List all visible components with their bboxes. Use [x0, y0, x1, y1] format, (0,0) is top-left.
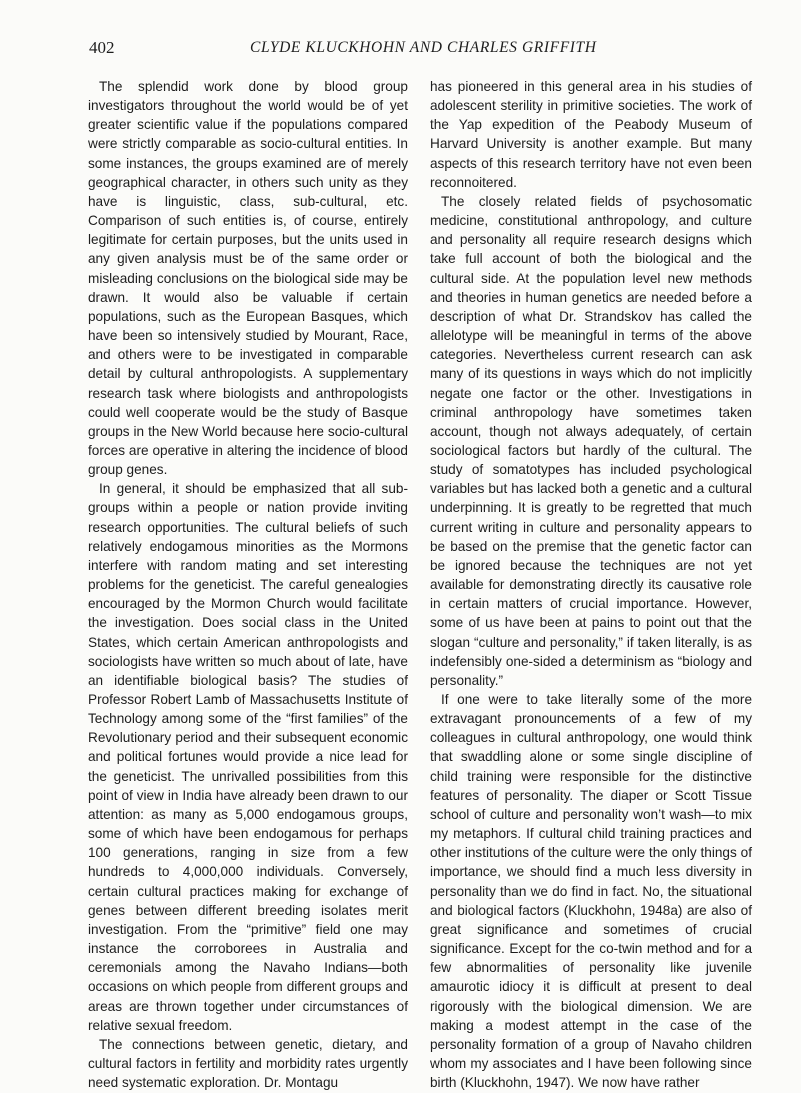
- paragraph: If one were to take literally some of the more extravagant pronouncements of a few of my colleagues in cultural anthropology, one would think that swaddling alone or some single discipline of child training were responsible for the distinctive features of personality. The diaper or Scott Tissue school of culture and personality won’t wash—to mix my metaphors. If cultural child training practices and other institutions of the culture were the only things of importance, we should find a much less diversity in personality than we do find in fact. No, the situational and biological factors (Kluckhohn, 1948a) are also of great significance and sometimes of crucial significance. Except for the co-twin method and for a few abnormalities of personality like juvenile amaurotic idiocy it is difficult at present to deal rigorously with the biological dimension. We are making a modest attempt in the case of the personality formation of a group of Navaho children whom my associates and I have been following since birth (Kluckhohn, 1947). We now have rather: [430, 692, 752, 1091]
- paragraph: The connections between genetic, dietary, and cultural factors in fertility and morbidity rates urgently need systematic exploration. Dr. Montagu: [88, 1036, 408, 1091]
- paragraph: In general, it should be emphasized that all sub-groups within a people or nation provide inviting research opportunities. The cultural beliefs of such relatively endogamous minorities as the Mormons interfere with random mating and set interesting problems for the geneticist. The careful genealogies encouraged by the Mormon Church would facilitate the investigation. Does social class in the United States, which certain American anthropologists and sociologists have written so much about of late, have an identifiable biological basis? The studies of Professor Robert Lamb of Massachusetts Institute of Technology among some of the “first families” of the Revolutionary period and their subsequent economic and political fortunes would provide a nice lead for the geneticist. The unrivalled possibilities from this point of view in India have already been drawn to our attention: as many as 5,000 endogamous groups, some of which have been endogamous for perhaps 100 generations, ranging in size from a few hundreds to 4,000,000 individuals. Conversely, certain cultural practices making for exchange of genes between different breeding isolates merit investigation. From the “primitive” field one may instance the corroborees in Australia and ceremonials among the Navaho Indians—both occasions on which people from different groups and areas are thrown together under circumstances of relative sexual freedom.: [88, 481, 408, 1033]
- page-number: 402: [89, 38, 115, 57]
- paragraph: The splendid work done by blood group investigators throughout the world would be of yet greater scientific value if the populations compared were strictly comparable as socio-cultural entities. In some instances, the groups examined are of merely geographical character, in others such unity as they have is linguistic, class, sub-cultural, etc. Comparison of such entities is, of course, entirely legitimate for certain purposes, but the units used in any given analysis must be of the same order or misleading conclusions on the biological side may be drawn. It would also be valuable if certain populations, such as the European Basques, which have been so intensively studied by Mourant, Race, and others were to be investigated in comparable detail by cultural anthropologists. A supplementary research task where biologists and anthropologists could well cooperate would be the study of Basque groups in the New World because here socio-cultural forces are operative in altering the incidence of blood group genes.: [88, 79, 408, 478]
- paragraph: The closely related fields of psychosomatic medicine, constitutional anthropology, and culture and personality all require research designs which take full account of both the biological and the cultural side. At the population level new methods and theories in human genetics are needed before a description of what Dr. Strandskov has called the allelotype will be meaningful in terms of the above categories. Nevertheless current research can ask many of its questions in ways which do not implicitly negate one factor or the other. Investigations in criminal anthropology have sometimes taken account, though not always adequately, of certain sociological factors but hardly of the cultural. The study of somatotypes has included psychological variables but has lacked both a genetic and a cultural underpinning. It is greatly to be regretted that much current writing in culture and personality appears to be based on the premise that the genetic factor can be ignored because the techniques are not yet available for demonstrating directly its causative role in certain matters of crucial importance. However, some of us have been at pains to point out that the slogan “culture and personality,” if taken literally, is as indefensibly one-sided a determinism as “biology and personality.”: [430, 193, 752, 688]
- paragraph: has pioneered in this general area in his studies of adolescent sterility in primitive societies. The work of the Yap expedition of the Peabody Museum of Harvard University is another example. But many aspects of this research territory have not even been reconnoitered.: [430, 79, 752, 190]
- right-column: [430, 77, 752, 1092]
- running-title: CLYDE KLUCKHOHN AND CHARLES GRIFFITH: [250, 39, 597, 56]
- left-column: [88, 77, 408, 1092]
- page-header: [0, 38, 801, 66]
